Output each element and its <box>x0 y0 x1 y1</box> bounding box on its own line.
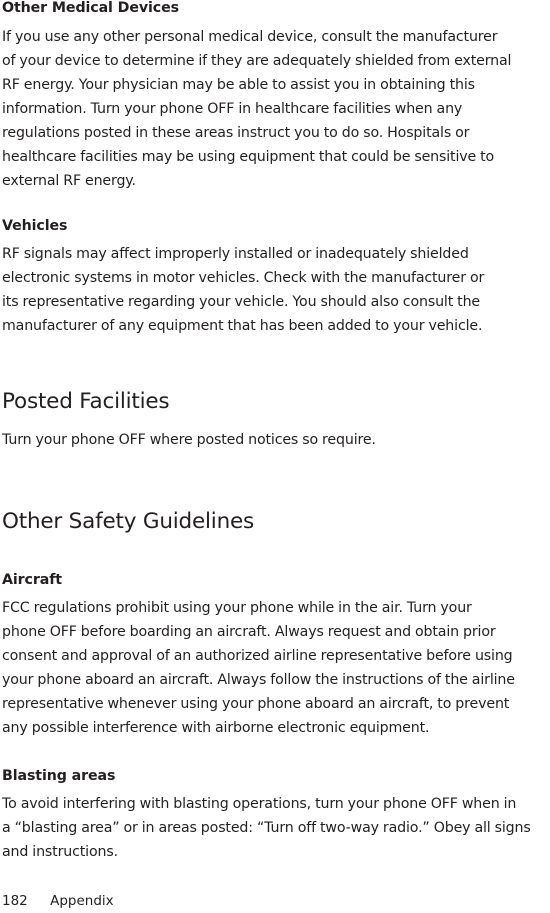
section-other-safety-guidelines <box>2 508 254 536</box>
text-line: RF signals may affect improperly installed or inadequately shielded <box>2 246 469 262</box>
text-line: electronic systems in motor vehicles. Check with the manufacturer or <box>2 270 485 286</box>
paragraph-posted-facilities <box>2 428 376 452</box>
section-other-medical-devices <box>2 0 511 193</box>
heading-posted-facilities: Posted Facilities <box>2 389 170 414</box>
paragraph-aircraft <box>2 596 515 740</box>
paragraph-other-medical-devices <box>2 25 511 193</box>
text-line: If you use any other personal medical device, consult the manufacturer <box>2 29 498 45</box>
text-line: manufacturer of any equipment that has been added to your vehicle. <box>2 318 483 334</box>
text-line: Turn your phone OFF where posted notices so require. <box>2 432 376 448</box>
paragraph-vehicles <box>2 242 484 338</box>
text-line: information. Turn your phone OFF in healthcare facilities when any <box>2 101 463 117</box>
section-vehicles <box>2 218 484 338</box>
text-line: its representative regarding your vehicle. You should also consult the <box>2 294 481 310</box>
paragraph-blasting-areas <box>2 792 531 864</box>
text-line: external RF energy. <box>2 173 136 189</box>
text-line: FCC regulations prohibit using your phone while in the air. Turn your <box>2 600 472 616</box>
text-line: To avoid interfering with blasting operations, turn your phone OFF when in <box>2 796 517 812</box>
text-line: healthcare facilities may be using equipment that could be sensitive to <box>2 149 495 165</box>
text-line: phone OFF before boarding an aircraft. Always request and obtain prior <box>2 624 496 640</box>
footer-section-label: Appendix <box>50 893 114 909</box>
text-line: consent and approval of an authorized airline representative before using <box>2 648 513 664</box>
subhead-other-medical-devices: Other Medical Devices <box>2 0 179 16</box>
subhead-aircraft: Aircraft <box>2 572 62 588</box>
text-line: regulations posted in these areas instruct you to do so. Hospitals or <box>2 125 470 141</box>
text-line: representative whenever using your phone aboard an aircraft, to prevent <box>2 696 510 712</box>
section-aircraft <box>2 572 515 740</box>
text-line: any possible interference with airborne electronic equipment. <box>2 720 430 736</box>
heading-other-safety-guidelines: Other Safety Guidelines <box>2 509 255 534</box>
subhead-vehicles: Vehicles <box>2 218 68 234</box>
text-line: a “blasting area” or in areas posted: “Turn off two-way radio.” Obey all signs <box>2 820 531 836</box>
text-line: your phone aboard an aircraft. Always follow the instructions of the airline <box>2 672 515 688</box>
page-number: 182 <box>2 893 28 909</box>
section-blasting-areas <box>2 768 531 864</box>
subhead-blasting-areas: Blasting areas <box>2 768 116 784</box>
text-line: RF energy. Your physician may be able to assist you in obtaining this <box>2 77 475 93</box>
section-posted-facilities <box>2 388 376 452</box>
text-line: of your device to determine if they are adequately shielded from external <box>2 53 512 69</box>
page-footer <box>2 893 114 910</box>
text-line: and instructions. <box>2 844 118 860</box>
